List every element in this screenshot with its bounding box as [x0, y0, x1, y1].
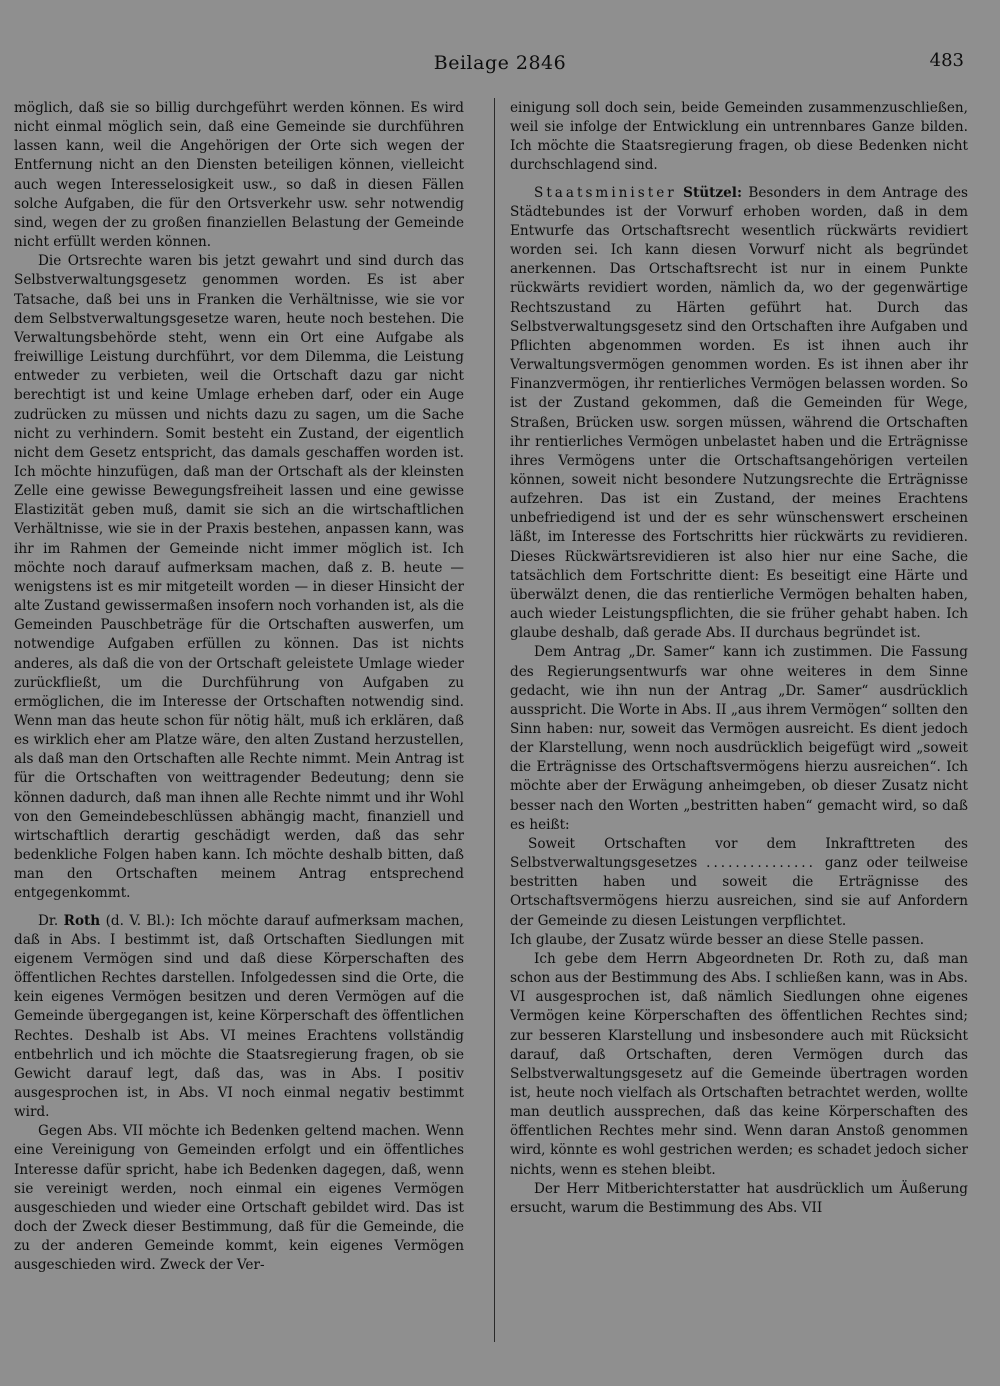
paragraph: Gegen Abs. VII möchte ich Bedenken geltend machen. Wenn eine Vereinigung von Gemeinden erfolgt und ein öffentliches Interesse dafür spricht, habe ich Bedenken dagegen, daß, wenn sie vereinigt werden, noch einmal ein eigenes Vermögen ausgeschieden und wieder eine Ortschaft gebildet wird. Das ist doch der Zweck dieser Bestimmung, daß für die Gemeinde, die zu der anderen Gemeinde kommt, kein eigenes Vermögen ausgeschieden wird. Zweck der Ver-	[14, 1123, 464, 1274]
right-column	[510, 99, 968, 1344]
speech-paragraph	[510, 184, 968, 644]
paragraph: Der Herr Mitberichterstatter hat ausdrücklich um Äußerung ersucht, warum die Bestimmung des Abs. VII	[510, 1180, 968, 1216]
speaker-prefix: Dr.	[38, 912, 59, 929]
quoted-amendment	[510, 835, 968, 931]
paragraph: Dem Antrag „Dr. Samer“ kann ich zustimmen. Die Fassung des Regierungsentwurfs war ohne weiteres in dem Sinne gedacht, wie ihn nun der Antrag „Dr. Samer“ ausdrücklich ausspricht. Die Worte in Abs. II „aus ihrem Vermögen“ sollten den Sinn haben: nur, soweit das Vermögen ausreicht. Es dient jedoch der Klarstellung, wenn noch ausdrücklich beigefügt wird „soweit die Erträgnisse des Ortschaftsvermögens hierzu ausreichen“. Ich möchte aber der Erwägung anheimgeben, ob dieser Zusatz nicht besser nach den Worten „bestritten haben“ gemacht wird, so daß es heißt:	[510, 644, 968, 833]
speaker-name: Roth	[63, 912, 101, 929]
speaker-title: Staatsminister	[534, 184, 677, 201]
quote-text: Soweit Ortschaften vor dem Inkrafttreten des Selbstverwaltungsgesetzes	[510, 835, 968, 872]
speech-text: Besonders in dem Antrage des Städtebundes ist der Vorwurf erhoben worden, daß in dem Entwurfe das Ortschaftsrecht wesentlich rückwärts revidiert worden sei. Ich kann diesen Vorwurf nicht als begründet anerkennen. Das Ortschaftsrecht ist nur in einem Punkte rückwärts revidiert worden, nämlich da, wo der gegenwärtige Rechtszustand zu Härten geführt hat. Durch das Selbstverwaltungsgesetz sind den Ortschaften ihre Aufgaben und Pflichten abgenommen worden. Es ist ihnen auch ihr Verwaltungsvermögen genommen worden. Es ist ihnen aber ihr Finanzvermögen, ihr rentierliches Vermögen belassen worden. So ist der Zustand gekommen, daß die Gemeinden für Wege, Straßen, Brücken usw. sorgen müssen, während die Ortschaften ihr rentierliches Vermögen unbelastet haben und die Erträgnisse ihres Vermögens unter die Ortschaftsangehörigen verteilen können, soweit nicht besondere Nutzungsrechte die Erträgnisse aufzehren. Das ist ein Zustand, der meines Erachtens unbefriedigend ist und der es sehr wünschenswert erscheinen läßt, im Interesse des Fortschritts hier rückwärts zu revidieren. Dieses Rückwärtsrevidieren ist also hier nur eine Sache, die tatsächlich dem Fortschritte dient: Es beseitigt eine Härte und überwälzt denen, die das rentierliche Vermögen behalten haben, auch wieder Leistungspflichten, die sie früher gehabt haben. Ich glaube deshalb, daß gerade Abs. II durchaus begründet ist.	[510, 184, 968, 642]
paragraph: einigung soll doch sein, beide Gemeinden zusammenzuschließen, weil sie infolge der Entwicklung ein untrennbares Ganze bilden. Ich möchte die Staatsregierung fragen, ob diese Bedenken nicht durchschlagend sind.	[510, 100, 968, 174]
speech-paragraph	[14, 912, 464, 1123]
paragraph: Ich glaube, der Zusatz würde besser an diese Stelle passen.	[510, 931, 925, 948]
paragraph: Ich gebe dem Herrn Abgeordneten Dr. Roth zu, daß man schon aus der Bestimmung des Abs. I schließen kann, was in Abs. VI ausgesprochen ist, daß nämlich Siedlungen ohne eigenes Vermögen keine Körperschaften des öffentlichen Rechtes sind; zur besseren Klarstellung und insbesondere auch mit Rücksicht darauf, daß Ortschaften, deren Vermögen durch das Selbstverwaltungsgesetz auf die Gemeinde übertragen worden ist, heute noch vielfach als Ortschaften betrachtet werden, wollte man deutlich aussprechen, daß das keine Körperschaften des öffentlichen Rechtes mehr sind. Wenn daran Anstoß genommen wird, könnte es wohl gestrichen werden; es schadet jedoch sicher nichts, wenn es stehen bleibt.	[510, 950, 968, 1178]
page-number: 483	[929, 50, 964, 71]
page-header-title: Beilage 2846	[433, 52, 567, 74]
speech-text: (d. V. Bl.): Ich möchte darauf aufmerksam machen, daß in Abs. I bestimmt ist, daß Ortschaften Siedlungen mit eigenem Vermögen sind und daß diese Körperschaften des öffentlichen Rechtes darstellen. Infolgedessen sind die Orte, die kein eigenes Vermögen besitzen und deren Vermögen auf die Gemeinde übergegangen ist, keine Körperschaft des öffentlichen Rechtes. Deshalb ist Abs. VI meines Erachtens vollständig entbehrlich und ich möchte die Staatsregierung fragen, ob sie Gewicht darauf legt, daß das, was in Abs. I positiv ausgesprochen ist, in Abs. VI noch einmal negativ bestimmt wird.	[14, 912, 464, 1121]
paragraph: möglich, daß sie so billig durchgeführt werden können. Es wird nicht einmal möglich sein, daß eine Gemeinde sie durchführen lassen kann, weil die Angehörigen der Orte sich wegen der Entfernung nicht an den Diensten beteiligen können, vielleicht auch wegen Interesselosigkeit usw., so daß in diesen Fällen solche Aufgaben, die für den Ortsverkehr usw. sehr notwendig sind, wegen der zu großen finanziellen Belastung der Gemeinde nicht erfüllt werden können.	[14, 100, 464, 251]
paragraph: Die Ortsrechte waren bis jetzt gewahrt und sind durch das Selbstverwaltungsgesetz genommen worden. Es ist aber Tatsache, daß bei uns in Franken die Verhältnisse, wie sie vor dem Selbstverwaltungsgesetze waren, heute noch bestehen. Die Verwaltungsbehörde steht, wenn ein Ort eine Aufgabe als freiwillige Leistung durchführt, vor dem Dilemma, die Leistung entweder zu verbieten, weil die Ortschaft dazu gar nicht berechtigt ist und keine Umlage erheben darf, oder ein Auge zudrücken zu müssen und nichts dazu zu sagen, um die Sache nicht zu verhindern. Somit besteht ein Zustand, der eigentlich nicht dem Gesetz entspricht, das damals geschaffen worden ist. Ich möchte hinzufügen, daß man der Ortschaft als der kleinsten Zelle eine gewisse Bewegungsfreiheit lassen und eine gewisse Elastizität geben muß, damit sie sich an die wirtschaftlichen Verhältnisse, wie sie in der Praxis bestehen, anpassen kann, was ihr im Rahmen der Gemeinde nicht immer möglich ist. Ich möchte noch darauf aufmerksam machen, daß z. B. heute — wenigstens ist es mir mitgeteilt worden — in dieser Hinsicht der alte Zustand gewissermaßen insofern noch vorhanden ist, als die Gemeinden Pauschbeträge für die Ortschaften auswerfen, um notwendige Aufgaben erfüllen zu können. Das ist nichts anderes, als daß die von der Ortschaft geleistete Umlage wieder zurückfließt, um die Durchführung von Aufgaben zu ermöglichen, die im Interesse der Ortschaften notwendig sind. Wenn man das heute schon für nötig hält, muß ich erklären, daß es wirklich eher am Platze wäre, den alten Zustand herzustellen, als daß man den Ortschaften alle Rechte nimmt. Mein Antrag ist für die Ortschaften von weittragender Bedeutung; denn sie können dadurch, daß man ihnen alle Rechte nimmt und ihr Wohl von den Gemeindebeschlüssen abhängig macht, finanziell und wirtschaftlich derartig geschädigt werden, daß das sehr bedenkliche Folgen haben kann. Ich möchte deshalb bitten, daß man den Ortschaften meinem Antrag entsprechend entgegenkommt.	[14, 253, 464, 902]
quote-text: ganz oder teilweise bestritten haben und soweit die Erträgnisse des Ortschaftsvermögens hierzu ausreichen, sind sie auf Anfordern der Gemeinde zu diesen Leistungen verpflichtet.	[510, 855, 968, 929]
left-column	[14, 99, 464, 1344]
column-divider	[494, 98, 495, 1342]
speaker-name: Stützel:	[683, 184, 742, 201]
quote-ellipsis: ...............	[706, 855, 816, 872]
